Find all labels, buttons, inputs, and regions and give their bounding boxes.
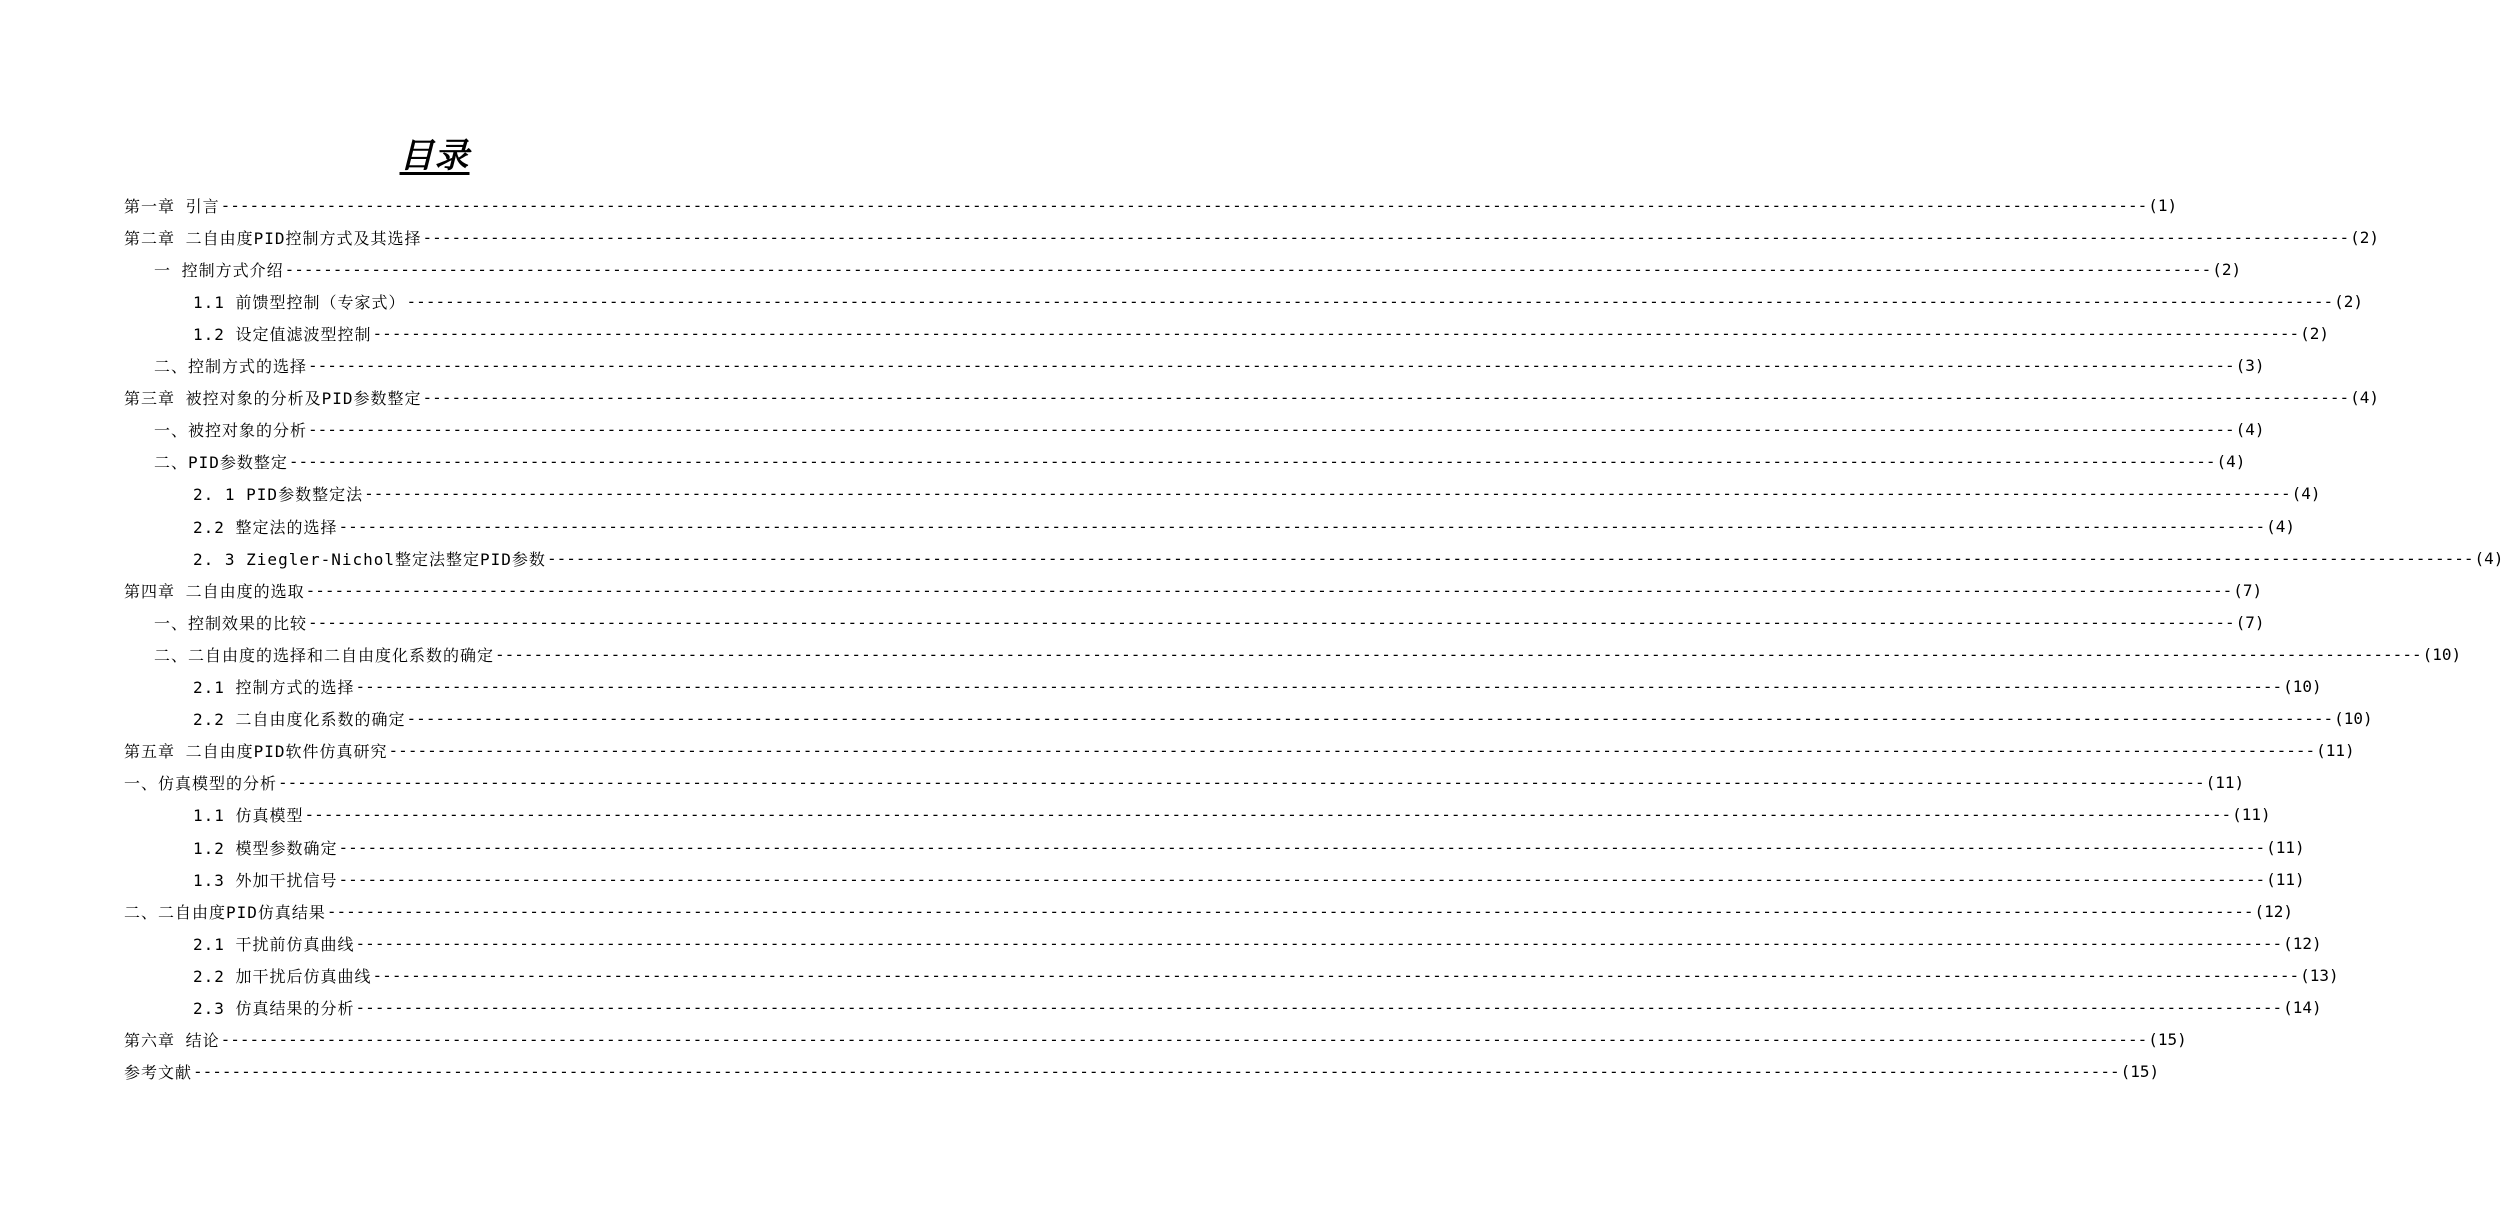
toc-entry[interactable] [154, 353, 2265, 379]
toc-entry-title: 第一章 引言 [124, 196, 220, 216]
toc-leader-dashes: -------------------------------------------------------------------------------------------------------------------------------------------------------------------------------------------------------- [308, 420, 2235, 440]
toc-leader-dashes: -------------------------------------------------------------------------------------------------------------------------------------------------------------------------------------------------------- [388, 741, 2316, 761]
toc-leader-dashes: -------------------------------------------------------------------------------------------------------------------------------------------------------------------------------------------------------- [326, 901, 2254, 921]
toc-leader-dashes: -------------------------------------------------------------------------------------------------------------------------------------------------------------------------------------------------------- [220, 195, 2148, 215]
toc-page-number: (7) [2233, 580, 2263, 600]
toc-entry[interactable] [154, 609, 2265, 635]
toc-page-number: (10) [2422, 644, 2462, 664]
toc-leader-dashes: -------------------------------------------------------------------------------------------------------------------------------------------------------------------------------------------------------- [338, 869, 2266, 889]
toc-page-number: (4) [2235, 420, 2265, 440]
toc-entry[interactable] [124, 385, 2380, 411]
toc-page-number: (15) [2148, 1030, 2187, 1050]
toc-page-number: (7) [2235, 612, 2265, 632]
toc-page-number: (3) [2235, 356, 2265, 375]
toc-entry-title: 第二章 二自由度PID控制方式及其选择 [124, 228, 422, 248]
toc-leader-dashes: -------------------------------------------------------------------------------------------------------------------------------------------------------------------------------------------------------- [220, 1030, 2148, 1050]
toc-entry-title: 2. 1 PID参数整定法 [193, 485, 364, 505]
toc-leader-dashes: -------------------------------------------------------------------------------------------------------------------------------------------------------------------------------------------------------- [338, 516, 2266, 536]
toc-entry[interactable] [193, 802, 2271, 828]
toc-leader-dashes: -------------------------------------------------------------------------------------------------------------------------------------------------------------------------------------------------------- [422, 388, 2350, 408]
toc-entry[interactable] [124, 577, 2263, 603]
toc-leader-dashes: -------------------------------------------------------------------------------------------------------------------------------------------------------------------------------------------------------- [288, 452, 2216, 472]
toc-leader-dashes: -------------------------------------------------------------------------------------------------------------------------------------------------------------------------------------------------------- [308, 612, 2235, 632]
toc-page-number: (11) [2205, 773, 2245, 793]
toc-leader-dashes: -------------------------------------------------------------------------------------------------------------------------------------------------------------------------------------------------------- [364, 484, 2291, 504]
toc-entry-title: 2. 3 Ziegler-Nichol整定法整定PID参数 [193, 549, 546, 569]
toc-page-number: (1) [2148, 195, 2178, 215]
toc-page-number: (2) [2212, 259, 2242, 279]
toc-leader-dashes: -------------------------------------------------------------------------------------------------------------------------------------------------------------------------------------------------------- [305, 580, 2233, 600]
toc-entry[interactable] [193, 545, 2503, 571]
toc-entry[interactable] [154, 256, 2242, 282]
toc-page-number: (10) [2283, 677, 2322, 696]
toc-entry[interactable] [193, 962, 2339, 988]
toc-entry-title: 2.2 整定法的选择 [193, 517, 338, 537]
toc-entry-title: 二、二自由度的选择和二自由度化系数的确定 [154, 645, 495, 665]
toc-page-number: (2) [2300, 323, 2330, 343]
toc-entry-title: 二、控制方式的选择 [154, 357, 308, 376]
toc-leader-dashes: -------------------------------------------------------------------------------------------------------------------------------------------------------------------------------------------------------- [406, 291, 2334, 311]
toc-entry[interactable] [124, 738, 2355, 764]
toc-leader-dashes: -------------------------------------------------------------------------------------------------------------------------------------------------------------------------------------------------------- [372, 323, 2300, 343]
toc-entry[interactable] [193, 834, 2305, 860]
toc-entry[interactable] [193, 866, 2305, 892]
toc-entry[interactable] [193, 930, 2322, 956]
toc-entry-title: 1.2 模型参数确定 [193, 838, 338, 858]
toc-page-number: (13) [2300, 965, 2339, 985]
toc-entry-title: 一、控制效果的比较 [154, 613, 308, 633]
toc-entry-title: 1.3 外加干扰信号 [193, 870, 338, 890]
toc-entry[interactable] [154, 641, 2462, 667]
toc-entry-title: 第三章 被控对象的分析及PID参数整定 [124, 389, 422, 409]
toc-page-number: (15) [2120, 1062, 2160, 1082]
toc-page-number: (11) [2316, 741, 2355, 761]
toc-entry-title: 二、PID参数整定 [154, 453, 288, 473]
toc-entry-title: 第六章 结论 [124, 1031, 220, 1051]
toc-page-number: (4) [2474, 548, 2503, 568]
toc-entry[interactable] [124, 898, 2293, 924]
toc-entry-title: 1.1 前馈型控制（专家式） [193, 292, 406, 312]
toc-entry[interactable] [193, 481, 2321, 507]
toc-leader-dashes: -------------------------------------------------------------------------------------------------------------------------------------------------------------------------------------------------------- [308, 356, 2235, 375]
toc-page-number: (4) [2350, 388, 2380, 408]
page-title: 目录 [399, 136, 470, 176]
toc-entry[interactable] [124, 1059, 2160, 1085]
toc-page-number: (12) [2254, 901, 2293, 921]
toc-page-number: (14) [2283, 998, 2322, 1017]
toc-entry[interactable] [193, 513, 2296, 539]
toc-page-number: (11) [2266, 869, 2305, 889]
toc-entry-title: 第五章 二自由度PID软件仿真研究 [124, 742, 388, 762]
toc-page-number: (12) [2283, 933, 2322, 953]
toc-entry[interactable] [124, 770, 2245, 796]
toc-entry-title: 2.1 控制方式的选择 [193, 678, 355, 697]
toc-entry[interactable] [193, 706, 2373, 732]
toc-leader-dashes: -------------------------------------------------------------------------------------------------------------------------------------------------------------------------------------------------------- [284, 259, 2212, 279]
toc-page-number: (2) [2350, 227, 2380, 247]
toc-entry-title: 2.3 仿真结果的分析 [193, 999, 355, 1018]
toc-entry-title: 2.2 二自由度化系数的确定 [193, 710, 406, 730]
toc-leader-dashes: -------------------------------------------------------------------------------------------------------------------------------------------------------------------------------------------------------- [355, 677, 2283, 696]
toc-leader-dashes: -------------------------------------------------------------------------------------------------------------------------------------------------------------------------------------------------------- [355, 998, 2283, 1017]
toc-page-number: (2) [2334, 291, 2364, 311]
toc-entry-title: 2.2 加干扰后仿真曲线 [193, 966, 372, 986]
toc-page-number: (4) [2266, 516, 2296, 536]
toc-entry[interactable] [154, 449, 2246, 475]
toc-entry-title: 第四章 二自由度的选取 [124, 581, 305, 601]
toc-entry-title: 2.1 干扰前仿真曲线 [193, 934, 355, 954]
toc-leader-dashes: -------------------------------------------------------------------------------------------------------------------------------------------------------------------------------------------------------- [193, 1062, 2120, 1082]
toc-leader-dashes: -------------------------------------------------------------------------------------------------------------------------------------------------------------------------------------------------------- [372, 965, 2300, 985]
toc-entry[interactable] [193, 288, 2364, 314]
toc-leader-dashes: -------------------------------------------------------------------------------------------------------------------------------------------------------------------------------------------------------- [355, 933, 2283, 953]
toc-entry-title: 参考文献 [124, 1063, 193, 1083]
toc-leader-dashes: -------------------------------------------------------------------------------------------------------------------------------------------------------------------------------------------------------- [406, 709, 2334, 729]
toc-page-number: (11) [2266, 837, 2305, 857]
toc-page-number: (10) [2334, 709, 2373, 729]
toc-entry[interactable] [124, 192, 2178, 218]
toc-entry[interactable] [193, 320, 2330, 346]
toc-entry-title: 1.1 仿真模型 [193, 806, 304, 826]
toc-leader-dashes: -------------------------------------------------------------------------------------------------------------------------------------------------------------------------------------------------------- [338, 837, 2266, 857]
toc-entry[interactable] [193, 674, 2322, 700]
toc-entry[interactable] [124, 224, 2380, 250]
toc-page-number: (4) [2216, 452, 2246, 472]
toc-leader-dashes: -------------------------------------------------------------------------------------------------------------------------------------------------------------------------------------------------------- [278, 773, 2205, 793]
toc-entry-title: 一 控制方式介绍 [154, 260, 284, 280]
toc-leader-dashes: -------------------------------------------------------------------------------------------------------------------------------------------------------------------------------------------------------- [304, 805, 2232, 825]
toc-entry[interactable] [154, 417, 2265, 443]
toc-leader-dashes: -------------------------------------------------------------------------------------------------------------------------------------------------------------------------------------------------------- [546, 548, 2474, 568]
toc-entry[interactable] [193, 995, 2322, 1021]
toc-entry-title: 一、被控对象的分析 [154, 421, 308, 441]
toc-entry-title: 一、仿真模型的分析 [124, 774, 278, 794]
toc-page-number: (11) [2232, 805, 2271, 825]
toc-entry-title: 二、二自由度PID仿真结果 [124, 902, 326, 922]
toc-page-number: (4) [2291, 484, 2321, 504]
toc-leader-dashes: -------------------------------------------------------------------------------------------------------------------------------------------------------------------------------------------------------- [495, 644, 2422, 664]
toc-leader-dashes: -------------------------------------------------------------------------------------------------------------------------------------------------------------------------------------------------------- [422, 227, 2350, 247]
toc-entry[interactable] [124, 1027, 2187, 1053]
toc-entry-title: 1.2 设定值滤波型控制 [193, 324, 372, 344]
